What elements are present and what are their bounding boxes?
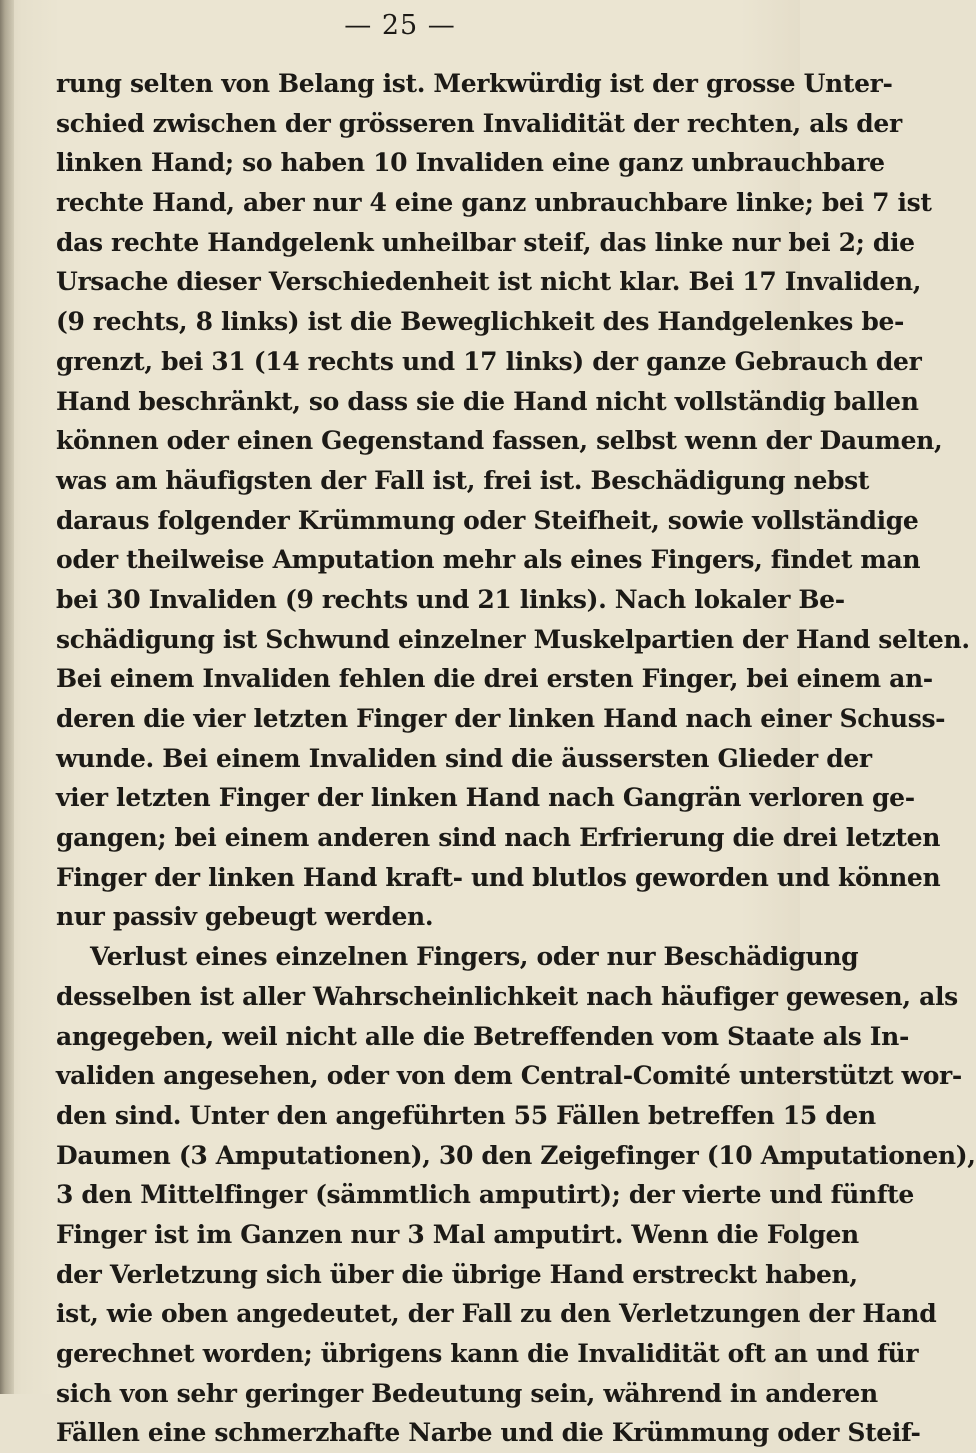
text-line: das rechte Handgelenk unheilbar steif, das linke nur bei 2; die <box>56 227 915 257</box>
book-binding-edge <box>0 0 14 1394</box>
text-line: schädigung ist Schwund einzelner Muskelpartien der Hand selten. <box>56 624 970 654</box>
text-line: vier letzten Finger der linken Hand nach Gangrän verloren ge- <box>56 783 915 813</box>
text-line: daraus folgender Krümmung oder Steifheit, sowie vollständige <box>56 505 919 535</box>
text-line: Verlust eines einzelnen Fingers, oder nur Beschädigung <box>90 942 859 972</box>
text-line: Bei einem Invaliden fehlen die drei ersten Finger, bei einem an- <box>56 664 933 694</box>
text-line: linken Hand; so haben 10 Invaliden eine ganz unbrauchbare <box>56 148 885 178</box>
text-line: grenzt, bei 31 (14 rechts und 17 links) der ganze Gebrauch der <box>56 346 922 376</box>
text-line: der Verletzung sich über die übrige Hand erstreckt haben, <box>56 1259 858 1289</box>
text-line: deren die vier letzten Finger der linken Hand nach einer Schuss- <box>56 704 946 733</box>
text-line: gerechnet worden; übrigens kann die Invalidität oft an und für <box>56 1339 919 1368</box>
text-line: Fällen eine schmerzhafte Narbe und die Krümmung oder Steif- <box>56 1418 921 1448</box>
page-number: — 25 — <box>344 10 456 41</box>
text-line: was am häufigsten der Fall ist, frei ist. Beschädigung nebst <box>56 465 870 495</box>
text-line: sich von sehr geringer Bedeutung sein, während in anderen <box>56 1378 878 1408</box>
text-line: ist, wie oben angedeutet, der Fall zu den Verletzungen der Hand <box>56 1299 937 1329</box>
text-line: können oder einen Gegenstand fassen, selbst wenn der Daumen, <box>56 426 943 456</box>
text-line: 3 den Mittelfinger (sämmtlich amputirt); der vierte und fünfte <box>56 1180 914 1210</box>
text-line: oder theilweise Amputation mehr als eines Fingers, findet man <box>56 545 921 575</box>
text-line: nur passiv gebeugt werden. <box>56 902 434 932</box>
text-line: Ursache dieser Verschiedenheit ist nicht klar. Bei 17 Invaliden, <box>56 267 922 297</box>
text-line: Daumen (3 Amputationen), 30 den Zeigefinger (10 Amputationen), <box>56 1140 976 1170</box>
text-line: Hand beschränkt, so dass sie die Hand nicht vollständig ballen <box>56 386 919 416</box>
text-line: rung selten von Belang ist. Merkwürdig ist der grosse Unter- <box>56 69 893 98</box>
text-line: (9 rechts, 8 links) ist die Beweglichkeit des Handgelenkes be- <box>56 307 905 337</box>
text-line: Finger ist im Ganzen nur 3 Mal amputirt. Wenn die Folgen <box>56 1219 859 1249</box>
text-line: wunde. Bei einem Invaliden sind die äussersten Glieder der <box>56 743 872 773</box>
text-line: angegeben, weil nicht alle die Betreffenden vom Staate als In- <box>56 1021 910 1051</box>
text-line: den sind. Unter den angeführten 55 Fällen betreffen 15 den <box>56 1100 876 1130</box>
body-text <box>56 64 976 1453</box>
text-line: desselben ist aller Wahrscheinlichkeit nach häufiger gewesen, als <box>56 981 958 1011</box>
text-line: bei 30 Invaliden (9 rechts und 21 links). Nach lokaler Be- <box>56 584 845 614</box>
text-line: validen angesehen, oder von dem Central-Comité unterstützt wor- <box>56 1061 962 1091</box>
text-line: Finger der linken Hand kraft- und blutlos geworden und können <box>56 862 941 892</box>
text-line: rechte Hand, aber nur 4 eine ganz unbrauchbare linke; bei 7 ist <box>56 188 932 218</box>
text-line: schied zwischen der grösseren Invalidität der rechten, als der <box>56 108 902 138</box>
text-line: gangen; bei einem anderen sind nach Erfrierung die drei letzten <box>56 823 941 853</box>
